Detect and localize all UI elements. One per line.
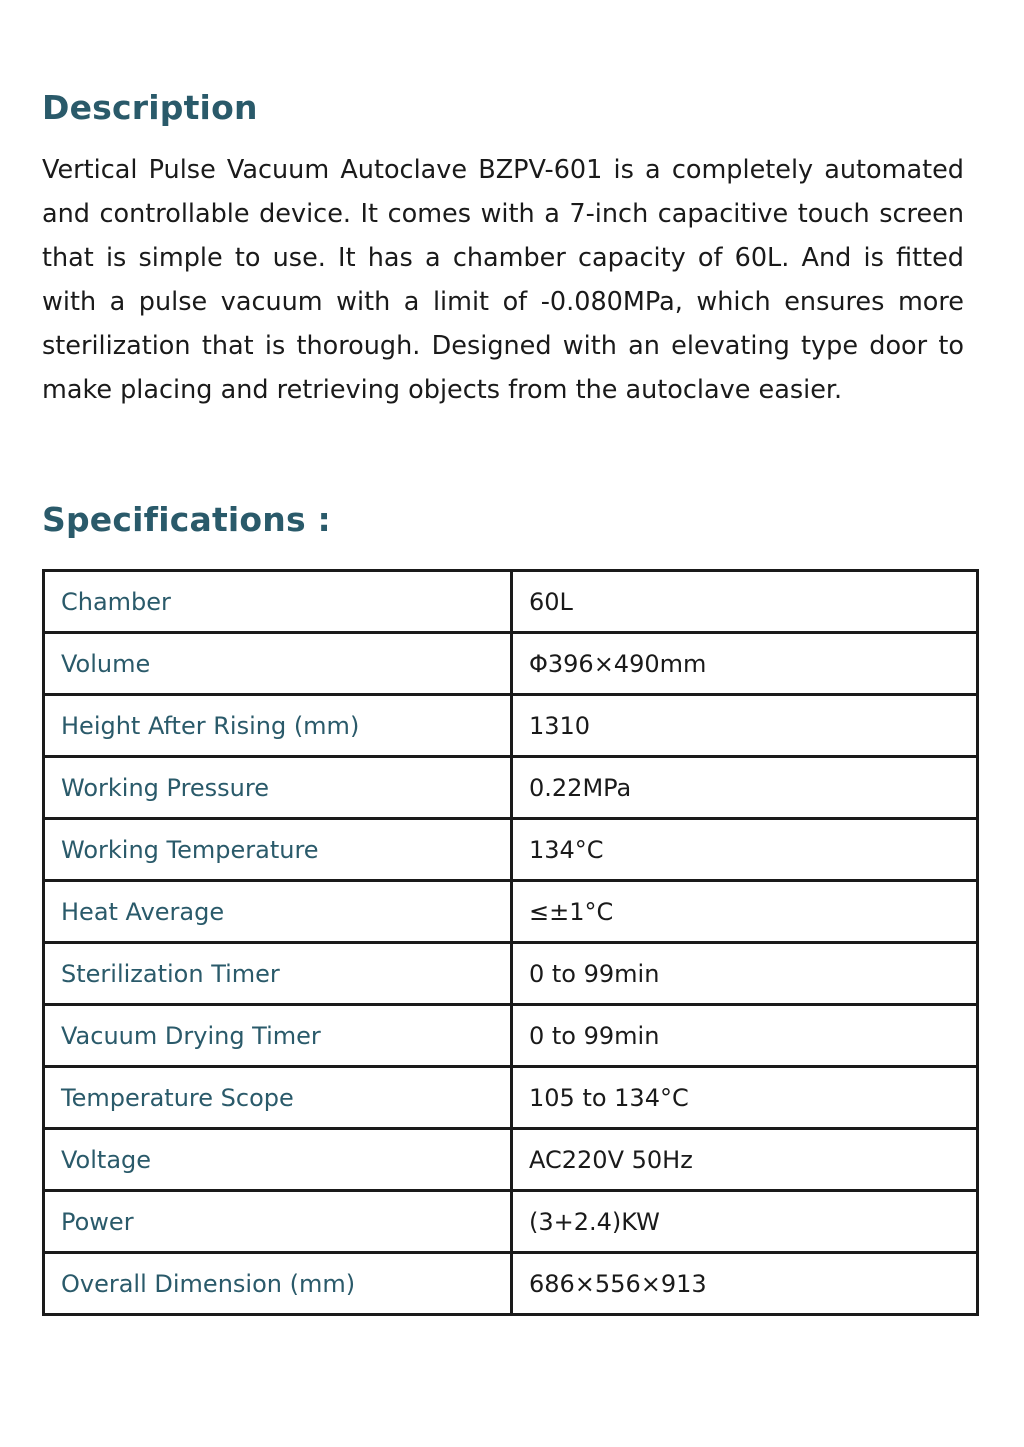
specifications-table: [42, 569, 979, 1316]
table-row: [44, 571, 978, 633]
spec-value: 0 to 99min: [512, 1005, 978, 1067]
spec-label: Working Pressure: [44, 757, 512, 819]
spec-label: Overall Dimension (mm): [44, 1253, 512, 1315]
spec-label: Chamber: [44, 571, 512, 633]
table-row: [44, 881, 978, 943]
description-heading: Description: [42, 88, 258, 127]
spec-value: Φ396×490mm: [512, 633, 978, 695]
spec-value: 0.22MPa: [512, 757, 978, 819]
specifications-heading: Specifications :: [42, 500, 331, 539]
table-row: [44, 819, 978, 881]
table-row: [44, 1005, 978, 1067]
spec-value: 1310: [512, 695, 978, 757]
spec-label: Volume: [44, 633, 512, 695]
spec-label: Sterilization Timer: [44, 943, 512, 1005]
spec-value: 686×556×913: [512, 1253, 978, 1315]
spec-label: Temperature Scope: [44, 1067, 512, 1129]
table-row: [44, 633, 978, 695]
spec-value: 60L: [512, 571, 978, 633]
spec-value: 134°C: [512, 819, 978, 881]
spec-label: Height After Rising (mm): [44, 695, 512, 757]
table-row: [44, 943, 978, 1005]
spec-label: Working Temperature: [44, 819, 512, 881]
spec-value: (3+2.4)KW: [512, 1191, 978, 1253]
table-row: [44, 1129, 978, 1191]
spec-value: AC220V 50Hz: [512, 1129, 978, 1191]
spec-label: Power: [44, 1191, 512, 1253]
table-row: [44, 1067, 978, 1129]
spec-label: Voltage: [44, 1129, 512, 1191]
spec-value: ≤±1°C: [512, 881, 978, 943]
table-row: [44, 1191, 978, 1253]
spec-label: Heat Average: [44, 881, 512, 943]
table-row: [44, 757, 978, 819]
spec-label: Vacuum Drying Timer: [44, 1005, 512, 1067]
description-text: Vertical Pulse Vacuum Autoclave BZPV-601 is a completely automated and controllable device. It comes with a 7-inch capacitive touch screen that is simple to use. It has a chamber capacity of 60L. And is fitted with a pulse vacuum with a limit of -0.080MPa, which ensures more sterilization that is thorough. Designed with an elevating type door to make placing and retrieving objects from the autoclave easier.: [42, 155, 964, 405]
spec-value: 0 to 99min: [512, 943, 978, 1005]
table-row: [44, 695, 978, 757]
table-row: [44, 1253, 978, 1315]
spec-value: 105 to 134°C: [512, 1067, 978, 1129]
